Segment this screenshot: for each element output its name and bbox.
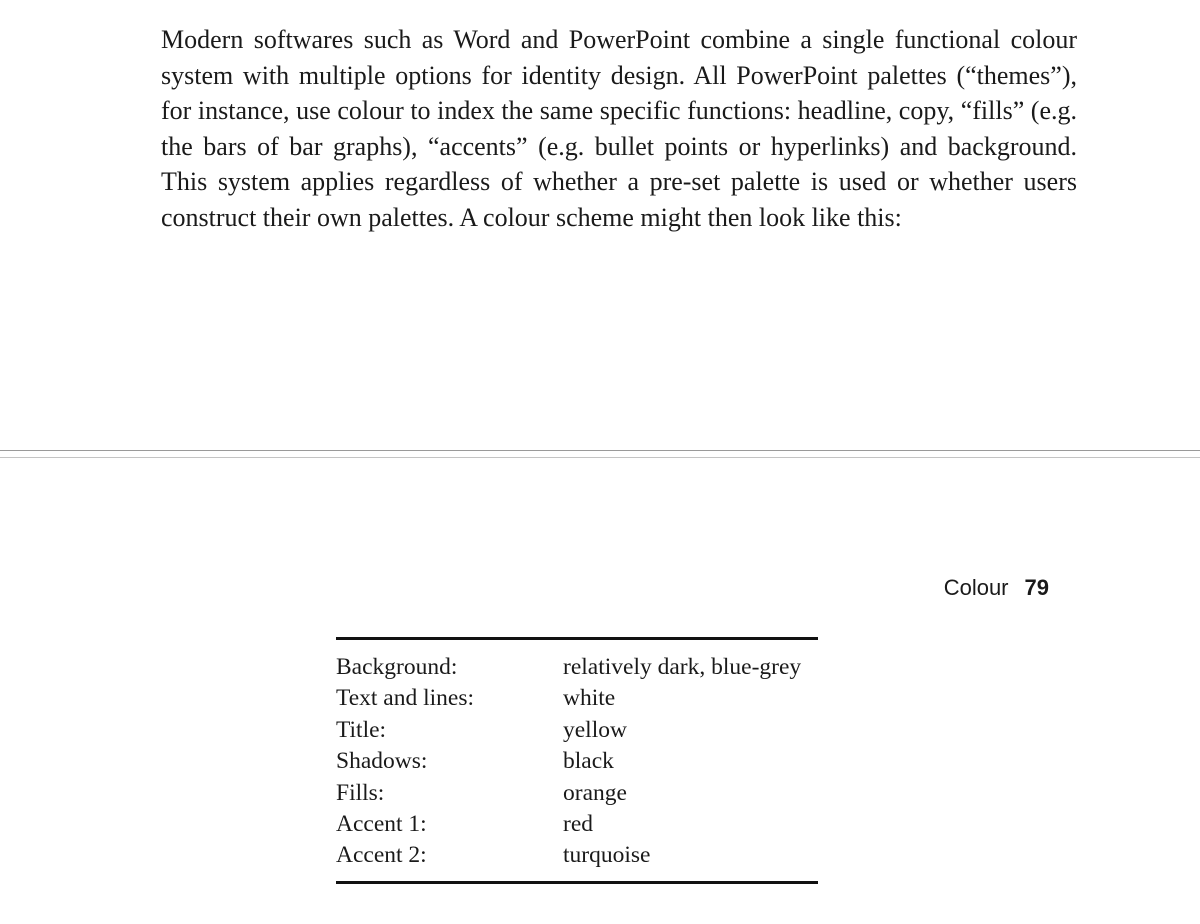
colour-value: turquoise [563,842,651,869]
role-label: Text and lines: [336,685,475,712]
body-paragraph: Modern softwares such as Word and PowerPoint combine a single functional colour system with multiple options for identity design. All PowerPoint palettes (“themes”), for instance, use colour to index the same specific functions: headline, copy, “fills” (e.g. the bars of bar graphs), “accents” (e.g. bullet points or hyperlinks) and background. This system applies regardless of whether a pre-set palette is used or whether users construct their own palettes. A colour scheme might then look like this: [161,25,1077,232]
table-row [336,683,818,714]
colour-value: white [563,685,616,712]
table-row [336,746,818,777]
table-row [336,840,818,871]
table-row [336,778,818,809]
role-label: Background: [336,654,458,680]
page-number: 79 [1024,575,1049,600]
running-head [944,574,1049,602]
colour-value: yellow [563,716,627,743]
table-row [336,809,818,840]
colour-value: relatively dark, blue-grey [563,654,802,680]
colour-value: orange [563,779,627,806]
role-label: Accent 2: [336,842,427,869]
colour-scheme-table [336,637,818,884]
role-label: Shadows: [336,748,428,775]
role-label: Fills: [336,779,385,806]
colour-value: red [563,810,594,837]
upper-page [0,0,1200,450]
colour-value: black [563,748,614,775]
table-row [336,715,818,746]
running-head-section: Colour [943,575,1009,600]
role-label: Accent 1: [336,810,427,837]
role-label: Title: [336,716,387,743]
page-break-divider [0,450,1200,458]
table-row [336,652,818,683]
